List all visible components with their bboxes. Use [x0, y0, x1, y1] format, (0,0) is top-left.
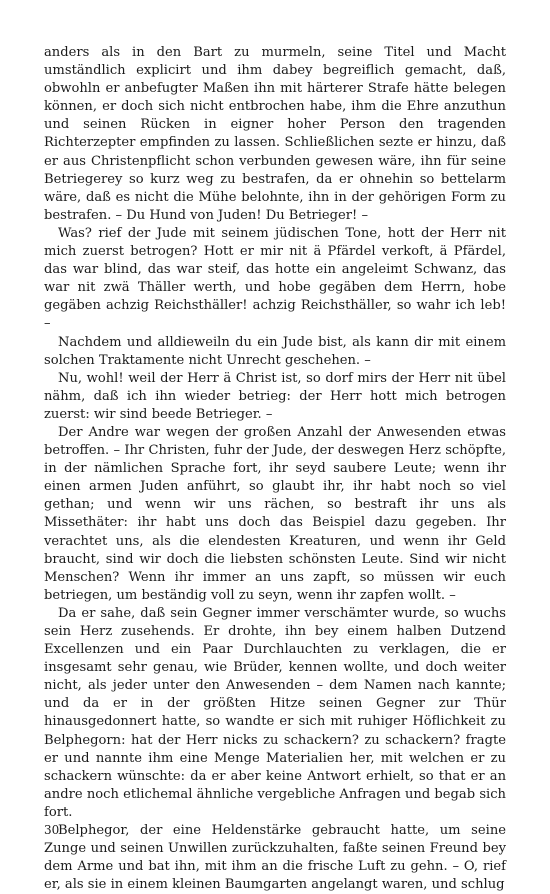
page-number: 30	[44, 823, 60, 837]
paragraph-7: Belphegor, der eine Heldenstärke gebraucht hatte, um seine Zunge und seinen Unwillen zurückzuhalten, faßte seinen Freund bey dem Arme und bat ihn, mit ihm an die frische Luft zu gehn. – O, rief er, als sie in einem kleinen Baumgarten angelangt waren, und schlug	[44, 823, 506, 893]
paragraph-2: Was? rief der Jude mit seinem jüdischen Tone, hott der Herr nit mich zuerst betrogen? Hott er mir nit ä Pfärdel verkoft, ä Pfärdel, das war blind, das war steif, das hotte ein angeleimt Schwanz, das war nit zwä Thäller werth, und hobe gegäben dem Herrn, hobe gegäben achzig Reichsthäller! achzig Reichsthäller, so wahr ich leb! –	[44, 225, 506, 332]
paragraph-5: Der Andre war wegen der großen Anzahl der Anwesenden etwas betroffen. – Ihr Christen, fuhr der Jude, der deswegen Herz schöpfte, in der nämlichen Sprache fort, ihr seyd saubere Leute; wenn ihr einen armen Juden anführt, so glaubt ihr, ihr habt noch so viel gethan; und wenn wir uns rächen, so bestraft ihr uns als Missethäter: ihr habt uns doch das Beispiel dazu gegeben. Ihr verachtet uns, als die elendesten Kreaturen, und wenn ihr Geld braucht, sind wir doch die liebsten schönsten Leute. Sind wir nicht Menschen? Wenn ihr immer an uns zapft, so müssen wir euch betriegen, um beständig voll zu seyn, wenn ihr zapfen wollt. –	[44, 424, 506, 603]
paragraph-3: Nachdem und alldieweiln du ein Jude bist, als kann dir mit einem solchen Traktamente nicht Unrecht geschehen. –	[44, 334, 506, 368]
paragraph-6: Da er sahe, daß sein Gegner immer verschämter wurde, so wuchs sein Herz zusehends. Er drohte, ihn bey einem halben Dutzend Excellenzen und ein Paar Durchlauchten zu verklagen, die er insgesamt sehr genau, wie Brüder, kennen wollte, und doch weiter nicht, als jeder unter den Anwesenden – dem Namen nach kannte; und da er in der größten Hitze seinen Gegner zur Thür hinausgedonnert hatte, so wandte er sich mit ruhiger Höflichkeit zu Belphegorn: hat der Herr nicks zu schackern? zu schackern? fragte er und nannte ihm eine Menge Materialien her, mit welchen er zu schackern wünschte: da er aber keine Antwort erhielt, so that er an andre noch etlichemal ähnliche vergebliche Anfragen und begab sich fort.	[44, 605, 506, 820]
paragraph-4: Nu, wohl! weil der Herr ä Christ ist, so dorf mirs der Herr nit übel nähm, daß ich ihn wieder betrieg: der Herr hott mich betrogen zuerst: wir sind beede Betrieger. –	[44, 370, 506, 422]
paragraph-1: anders als in den Bart zu murmeln, seine Titel und Macht umständlich explicirt und ihm dabey begreiflich gemacht, daß, obwohln er anbefugter Maßen ihn mit härterer Strafe hätte belegen können, er doch sich nicht entbrochen habe, ihm die Ehre anzuthun und seinen Rücken in eigner hoher Person den tragenden Richterzepter empfinden zu lassen. Schließlichen sezte er hinzu, daß er aus Christenpflicht schon verbunden gewesen wäre, ihn für seine Betriegerey so kurz weg zu bestrafen, da er ohnehin so bettelarm wäre, daß es nicht die Mühe belohnte, ihn in der gehörigen Form zu bestrafen. – Du Hund von Juden! Du Betrieger! –	[44, 45, 506, 223]
page-body	[44, 44, 506, 894]
